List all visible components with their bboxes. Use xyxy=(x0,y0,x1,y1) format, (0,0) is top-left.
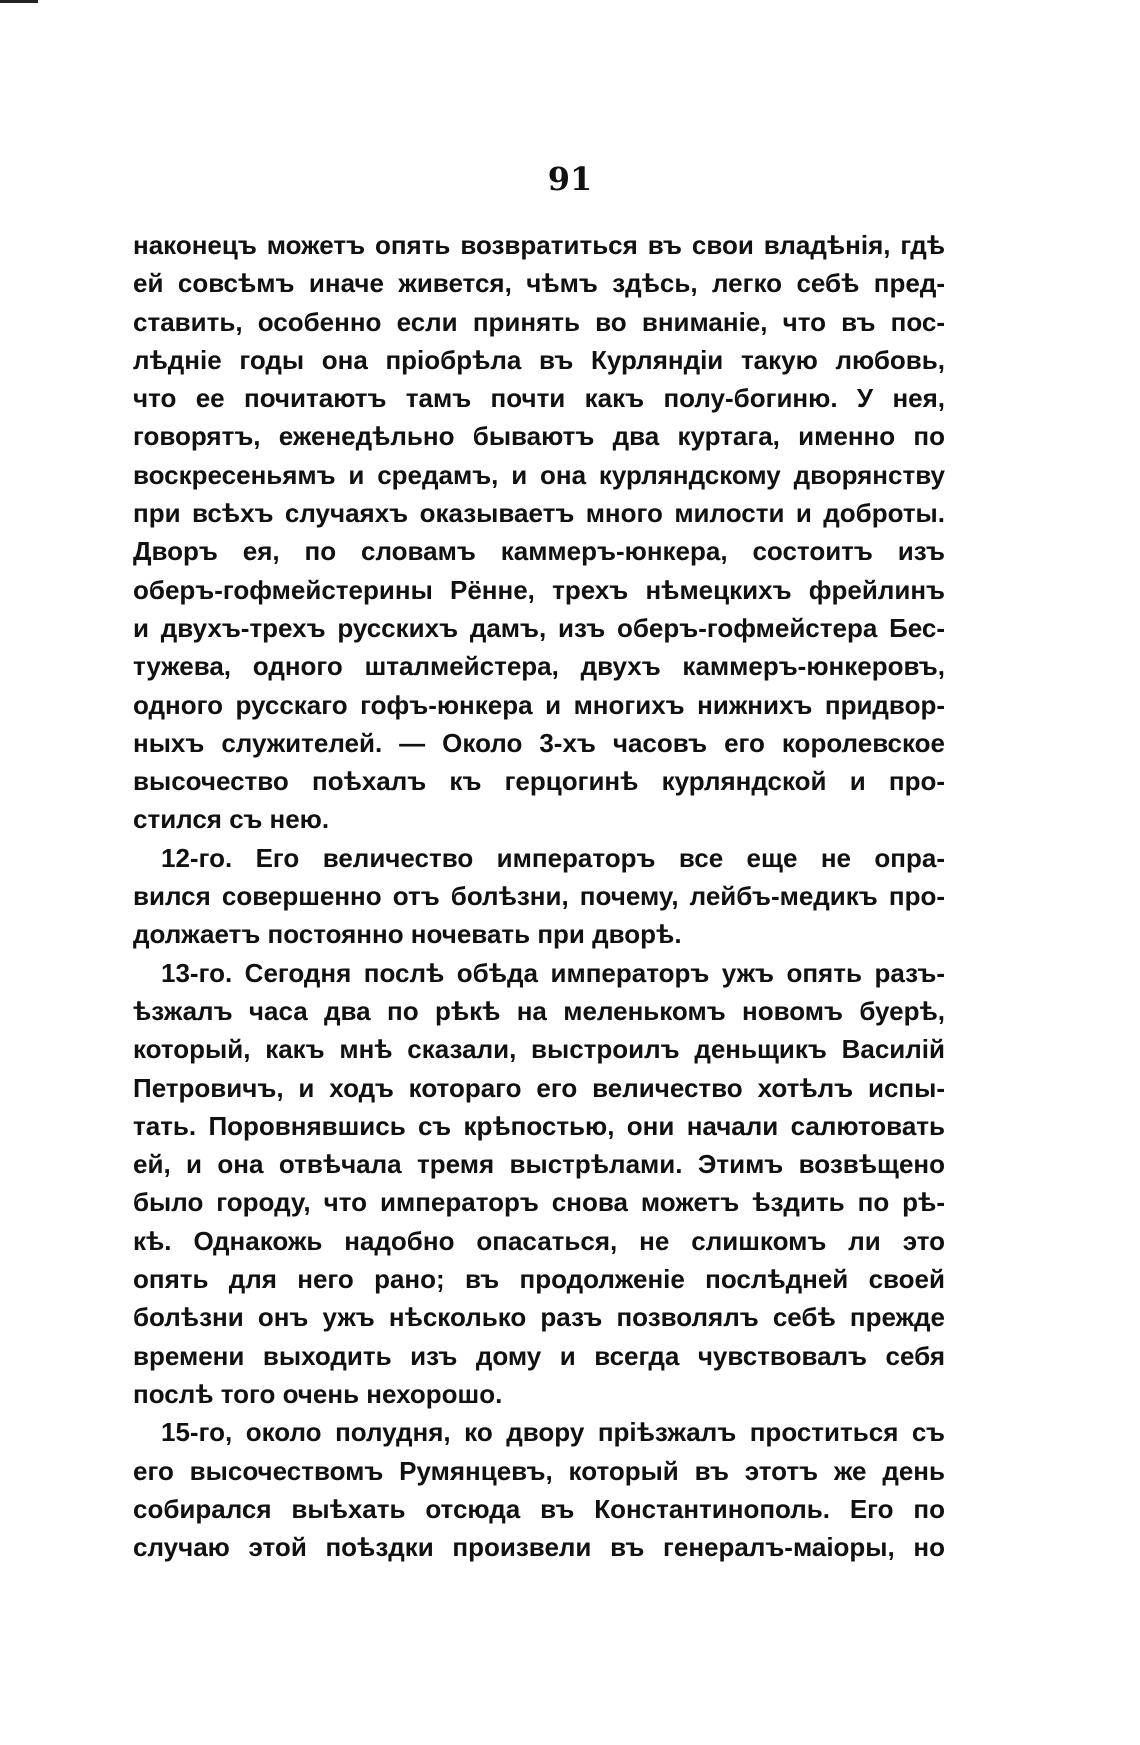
text-line: ставить, особенно если принять во вниманіе, что въ пос- xyxy=(133,306,945,337)
text-line: что ее почитаютъ тамъ почти какъ полу-богиню. У нея, xyxy=(133,383,945,414)
scan-edge-mark xyxy=(0,0,38,3)
page-number: 91 xyxy=(547,160,593,198)
text-line: ѣзжалъ часа два по рѣкѣ на меленькомъ новомъ буерѣ, xyxy=(133,995,945,1026)
text-line: Петровичъ, и ходъ котораго его величество хотѣлъ испы- xyxy=(133,1072,945,1103)
text-line: при всѣхъ случаяхъ оказываетъ много милости и доброты. xyxy=(133,498,945,529)
text-line: 15-го, около полудня, ко двору пріѣзжалъ проститься съ xyxy=(161,1417,945,1448)
text-line: его высочествомъ Румянцевъ, который въ этотъ же день xyxy=(133,1455,945,1486)
text-line: воскресеньямъ и средамъ, и она курляндскому дворянству xyxy=(133,459,945,490)
text-line: опять для него рано; въ продолженіе послѣдней своей xyxy=(133,1264,945,1295)
text-line: тать. Поровнявшись съ крѣпостью, они начали салютовать xyxy=(133,1110,945,1141)
text-line: было городу, что императоръ снова можетъ ѣздить по рѣ- xyxy=(133,1187,945,1218)
text-line: ныхъ служителей. — Около 3-хъ часовъ его королевское xyxy=(133,727,945,758)
text-line: наконецъ можетъ опять возвратиться въ свои владѣнія, гдѣ xyxy=(133,230,945,260)
text-line: оберъ-гофмейстерины Рённе, трехъ нѣмецкихъ фрейлинъ xyxy=(133,574,945,605)
text-line: собирался выѣхать отсюда въ Константинополь. Его по xyxy=(133,1493,945,1524)
text-line: одного русскаго гофъ-юнкера и многихъ нижнихъ придвор- xyxy=(133,689,945,720)
text-line: Дворъ ея, по словамъ каммеръ-юнкера, состоитъ изъ xyxy=(133,536,945,567)
text-line: вился совершенно отъ болѣзни, почему, лейбъ-медикъ про- xyxy=(133,881,945,912)
text-line: высочество поѣхалъ къ герцогинѣ курляндской и про- xyxy=(133,766,945,797)
text-line: стился съ нею. xyxy=(133,804,330,835)
text-line: говорятъ, еженедѣльно бываютъ два куртага, именно по xyxy=(133,421,945,452)
text-line: который, какъ мнѣ сказали, выстроилъ деньщикъ Василій xyxy=(133,1034,945,1065)
text-line: времени выходить изъ дому и всегда чувствовалъ себя xyxy=(133,1340,945,1371)
text-line: должаетъ постоянно ночевать при дворѣ. xyxy=(133,919,682,950)
text-line: тужева, одного шталмейстера, двухъ каммеръ-юнкеровъ, xyxy=(133,651,945,682)
text-line: и двухъ-трехъ русскихъ дамъ, изъ оберъ-гофмейстера Бес- xyxy=(133,612,945,643)
text-line: послѣ того очень нехорошо. xyxy=(133,1378,503,1409)
text-line: случаю этой поѣздки произвели въ генералъ-маіоры, но xyxy=(133,1532,945,1563)
body-text xyxy=(133,226,945,1566)
text-line: 12-го. Его величество императоръ все еще не опра- xyxy=(161,842,945,873)
text-line: болѣзни онъ ужъ нѣсколько разъ позволялъ себѣ прежде xyxy=(133,1302,945,1333)
text-line: 13-го. Сегодня послѣ обѣда императоръ ужъ опять разъ- xyxy=(161,957,945,988)
text-line: ей совсѣмъ иначе живется, чѣмъ здѣсь, легко себѣ пред- xyxy=(133,268,945,299)
text-line: ей, и она отвѣчала тремя выстрѣлами. Этимъ возвѣщено xyxy=(133,1149,945,1180)
text-line: кѣ. Однакожь надобно опасаться, не слишкомъ ли это xyxy=(133,1225,945,1256)
text-line: лѣдніе годы она пріобрѣла въ Курляндіи такую любовь, xyxy=(133,344,945,375)
